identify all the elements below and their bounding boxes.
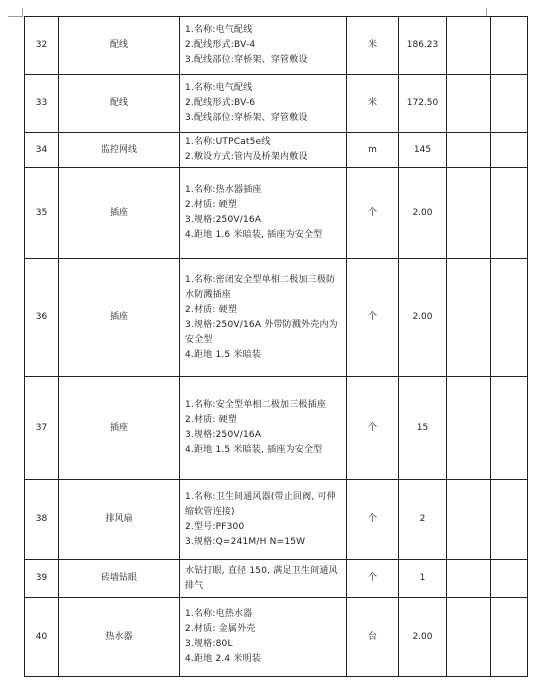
table-row	[25, 480, 528, 560]
crop-mark-top-left	[8, 8, 23, 17]
item-name-cell: 砖墙钻眼	[59, 560, 180, 598]
unit-price-cell	[447, 133, 491, 168]
total-price-cell	[491, 377, 528, 480]
feature-line: 2.配线形式:BV-6	[185, 98, 256, 108]
bill-of-quantities-table	[24, 16, 528, 677]
feature-line: 2.敷设方式:管内及桥架内敷设	[185, 152, 308, 162]
quantity-cell: 2.00	[399, 259, 447, 377]
unit-price-cell	[447, 168, 491, 259]
quantity-cell: 2.00	[399, 168, 447, 259]
feature-line: 1.名称:密闭安全型单相二极加三极防水防溅插座	[185, 274, 336, 300]
item-name-cell: 热水器	[59, 598, 180, 677]
item-name-cell: 插座	[59, 168, 180, 259]
feature-line: 2.材质: 硬塑	[185, 304, 238, 315]
quantity-cell: 172.50	[399, 75, 447, 133]
item-features-cell	[180, 75, 347, 133]
total-price-cell	[491, 560, 528, 598]
feature-line: 3.规格:250V/16A	[185, 215, 262, 225]
feature-line: 1.名称:热水器插座	[185, 185, 262, 195]
unit-price-cell	[447, 560, 491, 598]
table-row	[25, 377, 528, 480]
feature-line: 4.距地 1.5 米暗装	[185, 349, 262, 360]
item-features-cell	[180, 168, 347, 259]
unit-cell: 台	[347, 598, 399, 677]
feature-line: 2.材质: 金属外壳	[185, 624, 256, 634]
item-name-cell: 插座	[59, 259, 180, 377]
unit-cell: 个	[347, 480, 399, 560]
total-price-cell	[491, 480, 528, 560]
item-name-cell: 排风扇	[59, 480, 180, 560]
row-number-cell: 39	[25, 560, 59, 598]
feature-line: 1.名称:电气配线	[185, 25, 253, 35]
table-row	[25, 17, 528, 75]
total-price-cell	[491, 168, 528, 259]
feature-line: 3.配线部位:穿桥架、穿管敷设	[185, 55, 308, 65]
item-features-cell	[180, 377, 347, 480]
unit-price-cell	[447, 377, 491, 480]
unit-price-cell	[447, 17, 491, 75]
quantity-cell: 2.00	[399, 598, 447, 677]
table-row	[25, 560, 528, 598]
feature-line: 1.名称:UTPCat5e线	[185, 137, 271, 147]
unit-price-cell	[447, 598, 491, 677]
item-features-cell	[180, 598, 347, 677]
unit-cell: 个	[347, 168, 399, 259]
total-price-cell	[491, 259, 528, 377]
feature-line: 1.名称:安全型单相二极加三极插座	[185, 400, 327, 410]
item-name-cell: 监控网线	[59, 133, 180, 168]
item-features-cell	[180, 560, 347, 598]
table-row	[25, 598, 528, 677]
feature-line: 3.规格:250V/16A 外带防溅外壳内为安全型	[185, 319, 338, 345]
item-features-cell	[180, 17, 347, 75]
feature-line: 3.规格:80L	[185, 639, 233, 649]
item-features-cell	[180, 259, 347, 377]
item-features-cell	[180, 480, 347, 560]
row-number-cell: 40	[25, 598, 59, 677]
total-price-cell	[491, 75, 528, 133]
unit-cell: 个	[347, 560, 399, 598]
feature-line: 2.材质: 硬塑	[185, 415, 238, 425]
feature-line: 3.规格:Q=241M/H N=15W	[185, 536, 306, 547]
row-number-cell: 35	[25, 168, 59, 259]
feature-line: 3.规格:250V/16A	[185, 430, 262, 440]
feature-line: 1.名称:电气配线	[185, 83, 253, 93]
unit-cell: 米	[347, 75, 399, 133]
feature-line: 1.名称:卫生间通风器(带止回阀, 可伸缩软管连接)	[185, 491, 336, 517]
unit-price-cell	[447, 259, 491, 377]
feature-line: 1.名称:电热水器	[185, 609, 253, 619]
table-row	[25, 259, 528, 377]
row-number-cell: 34	[25, 133, 59, 168]
table-body	[25, 17, 528, 677]
table-row	[25, 133, 528, 168]
item-name-cell: 配线	[59, 17, 180, 75]
unit-price-cell	[447, 480, 491, 560]
table-row	[25, 75, 528, 133]
feature-line: 4.距地 1.5 米暗装, 插座为安全型	[185, 445, 323, 455]
row-number-cell: 37	[25, 377, 59, 480]
row-number-cell: 32	[25, 17, 59, 75]
quantity-cell: 145	[399, 133, 447, 168]
feature-line: 2.材质: 硬塑	[185, 200, 238, 210]
item-features-cell	[180, 133, 347, 168]
item-name-cell: 插座	[59, 377, 180, 480]
unit-cell: 个	[347, 259, 399, 377]
row-number-cell: 36	[25, 259, 59, 377]
quantity-cell: 2	[399, 480, 447, 560]
quantity-cell: 1	[399, 560, 447, 598]
total-price-cell	[491, 598, 528, 677]
item-name-cell: 配线	[59, 75, 180, 133]
total-price-cell	[491, 17, 528, 75]
table-row	[25, 168, 528, 259]
row-number-cell: 38	[25, 480, 59, 560]
quantity-cell: 15	[399, 377, 447, 480]
unit-cell: m	[347, 133, 399, 168]
feature-line: 水钻打眼, 直径 150, 满足卫生间通风排气	[185, 565, 338, 591]
unit-cell: 米	[347, 17, 399, 75]
feature-line: 4.距地 2.4 米明装	[185, 654, 262, 664]
unit-cell: 个	[347, 377, 399, 480]
feature-line: 2.配线形式:BV-4	[185, 40, 256, 50]
row-number-cell: 33	[25, 75, 59, 133]
feature-line: 2.型号:PF300	[185, 521, 245, 532]
unit-price-cell	[447, 75, 491, 133]
feature-line: 3.配线部位:穿桥架、穿管敷设	[185, 113, 308, 123]
quantity-cell: 186.23	[399, 17, 447, 75]
total-price-cell	[491, 133, 528, 168]
feature-line: 4.距地 1.6 米暗装, 插座为安全型	[185, 230, 323, 240]
